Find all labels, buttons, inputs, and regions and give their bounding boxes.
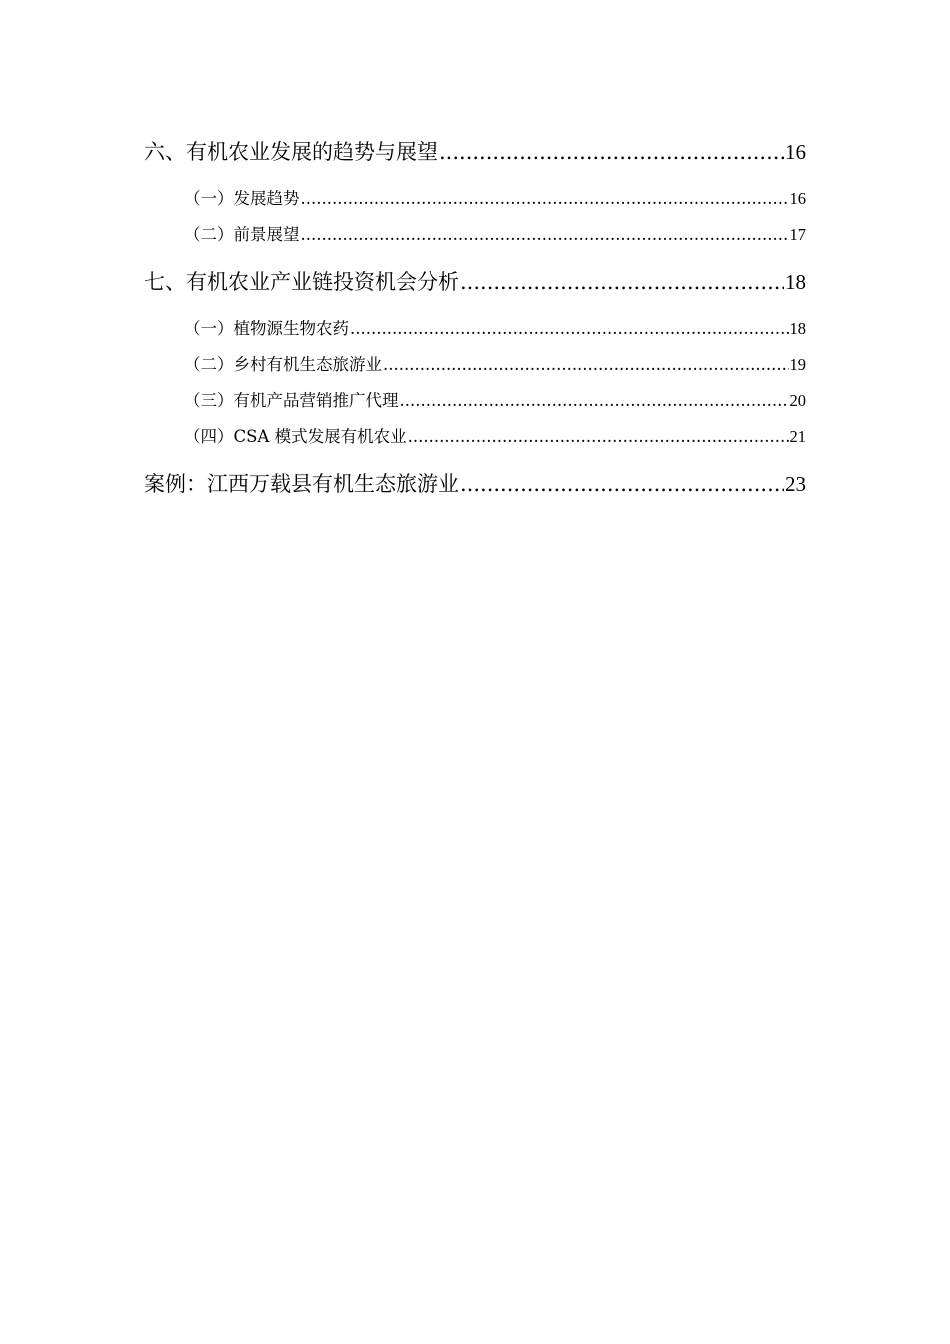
toc-entry-7-2[interactable] <box>144 347 806 383</box>
toc-entry-label: （一）发展趋势 <box>184 189 300 208</box>
dot-leader <box>460 264 784 300</box>
dot-leader <box>383 347 789 383</box>
toc-page-number: 18 <box>789 319 806 338</box>
toc-entry-case-study[interactable] <box>144 466 806 502</box>
toc-entry-7-4[interactable] <box>144 419 806 455</box>
toc-page-number: 19 <box>789 355 806 374</box>
toc-entry-6-1[interactable] <box>144 181 806 217</box>
toc-entry-6-2[interactable] <box>144 217 806 253</box>
toc-entry-label: （二）前景展望 <box>184 225 300 244</box>
toc-entry-label: 六、有机农业发展的趋势与展望 <box>144 140 438 164</box>
toc-entry-chapter-6[interactable] <box>144 134 806 170</box>
toc-page-number: 18 <box>785 270 806 294</box>
toc-entry-label: （二）乡村有机生态旅游业 <box>184 355 382 374</box>
toc-entry-label: 案例：江西万载县有机生态旅游业 <box>144 472 459 496</box>
toc-page-number: 16 <box>789 189 806 208</box>
table-of-contents <box>144 134 806 502</box>
dot-leader <box>301 217 789 253</box>
toc-entry-7-1[interactable] <box>144 311 806 347</box>
toc-page-number: 23 <box>785 472 806 496</box>
dot-leader <box>460 466 784 502</box>
toc-entry-7-3[interactable] <box>144 383 806 419</box>
toc-page-number: 16 <box>785 140 806 164</box>
dot-leader <box>408 419 789 455</box>
toc-page-number: 21 <box>789 427 806 446</box>
toc-entry-label: （三）有机产品营销推广代理 <box>184 391 399 410</box>
toc-entry-label: （四）CSA 模式发展有机农业 <box>184 427 407 446</box>
dot-leader <box>400 383 789 419</box>
toc-entry-label: 七、有机农业产业链投资机会分析 <box>144 270 459 294</box>
dot-leader <box>350 311 789 347</box>
toc-page-number: 20 <box>789 391 806 410</box>
toc-entry-label: （一）植物源生物农药 <box>184 319 349 338</box>
dot-leader <box>439 134 784 170</box>
dot-leader <box>301 181 789 217</box>
toc-entry-chapter-7[interactable] <box>144 264 806 300</box>
toc-page-number: 17 <box>789 225 806 244</box>
